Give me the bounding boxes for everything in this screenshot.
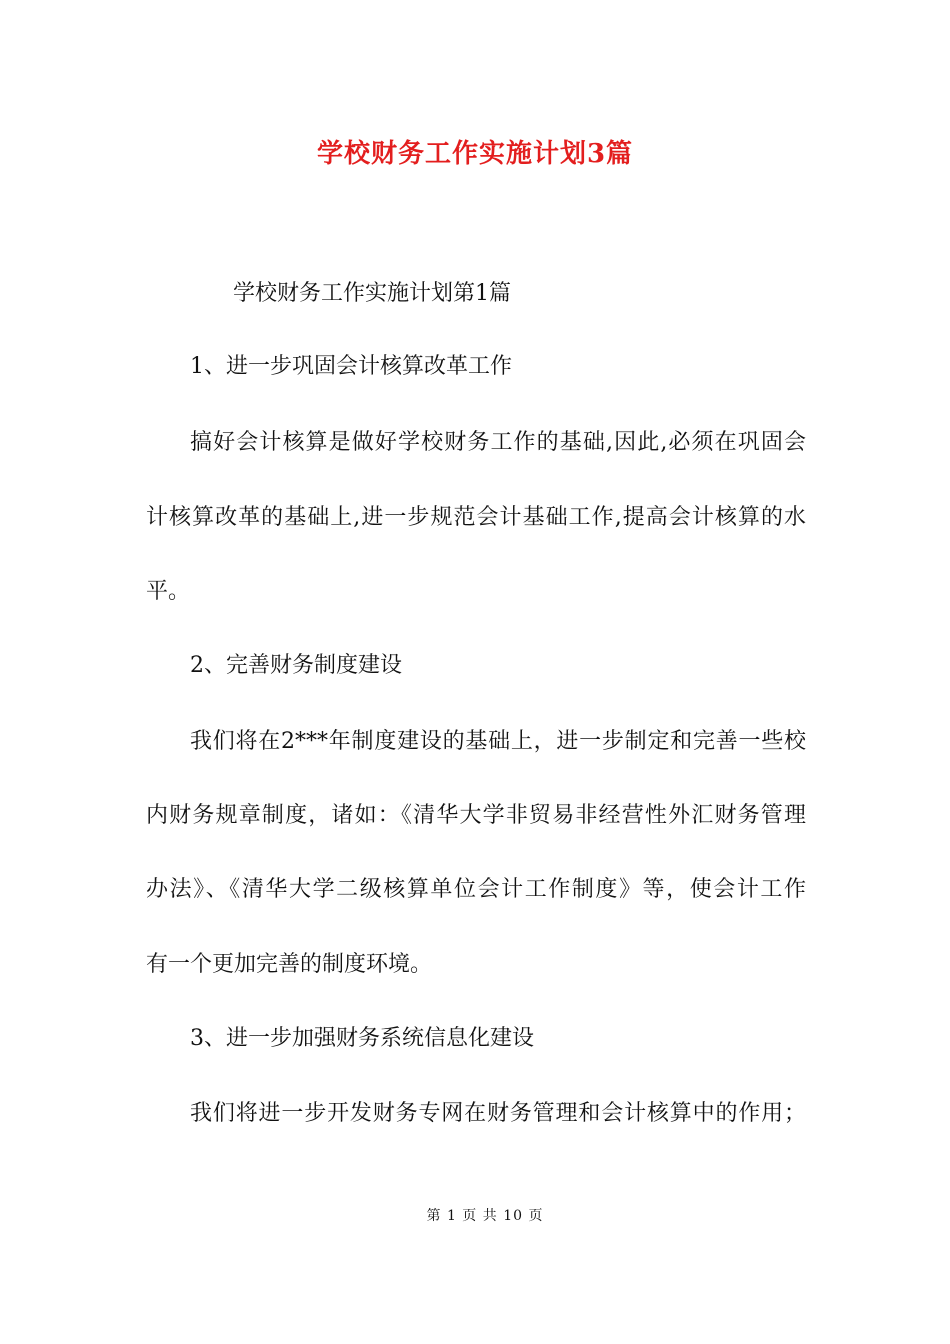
paragraph-line: 有一个更加完善的制度环境。 <box>146 952 433 977</box>
item-heading-2: 2、完善财务制度建设 <box>190 653 402 678</box>
paragraph-line: 搞好会计核算是做好学校财务工作的基础,因此,必须在巩固会 <box>190 430 806 455</box>
item-heading-1: 1、进一步巩固会计核算改革工作 <box>190 354 512 379</box>
paragraph-line: 内财务规章制度，诸如：《清华大学非贸易非经营性外汇财务管理 <box>146 803 806 828</box>
paragraph-line: 我们将在2***年制度建设的基础上，进一步制定和完善一些校 <box>190 729 806 754</box>
item-heading-3: 3、进一步加强财务系统信息化建设 <box>190 1026 534 1051</box>
paragraph-line: 我们将进一步开发财务专网在财务管理和会计核算中的作用； <box>190 1101 806 1126</box>
paragraph-line: 平。 <box>146 579 191 604</box>
paragraph-line: 办法》、《清华大学二级核算单位会计工作制度》等，使会计工作 <box>146 877 806 902</box>
page-number-footer: 第 1 页 共 10 页 <box>426 1208 544 1224</box>
paragraph-line: 计核算改革的基础上,进一步规范会计基础工作,提高会计核算的水 <box>146 505 806 530</box>
document-title: 学校财务工作实施计划3篇 <box>316 139 634 169</box>
section-heading: 学校财务工作实施计划第1篇 <box>233 281 511 306</box>
